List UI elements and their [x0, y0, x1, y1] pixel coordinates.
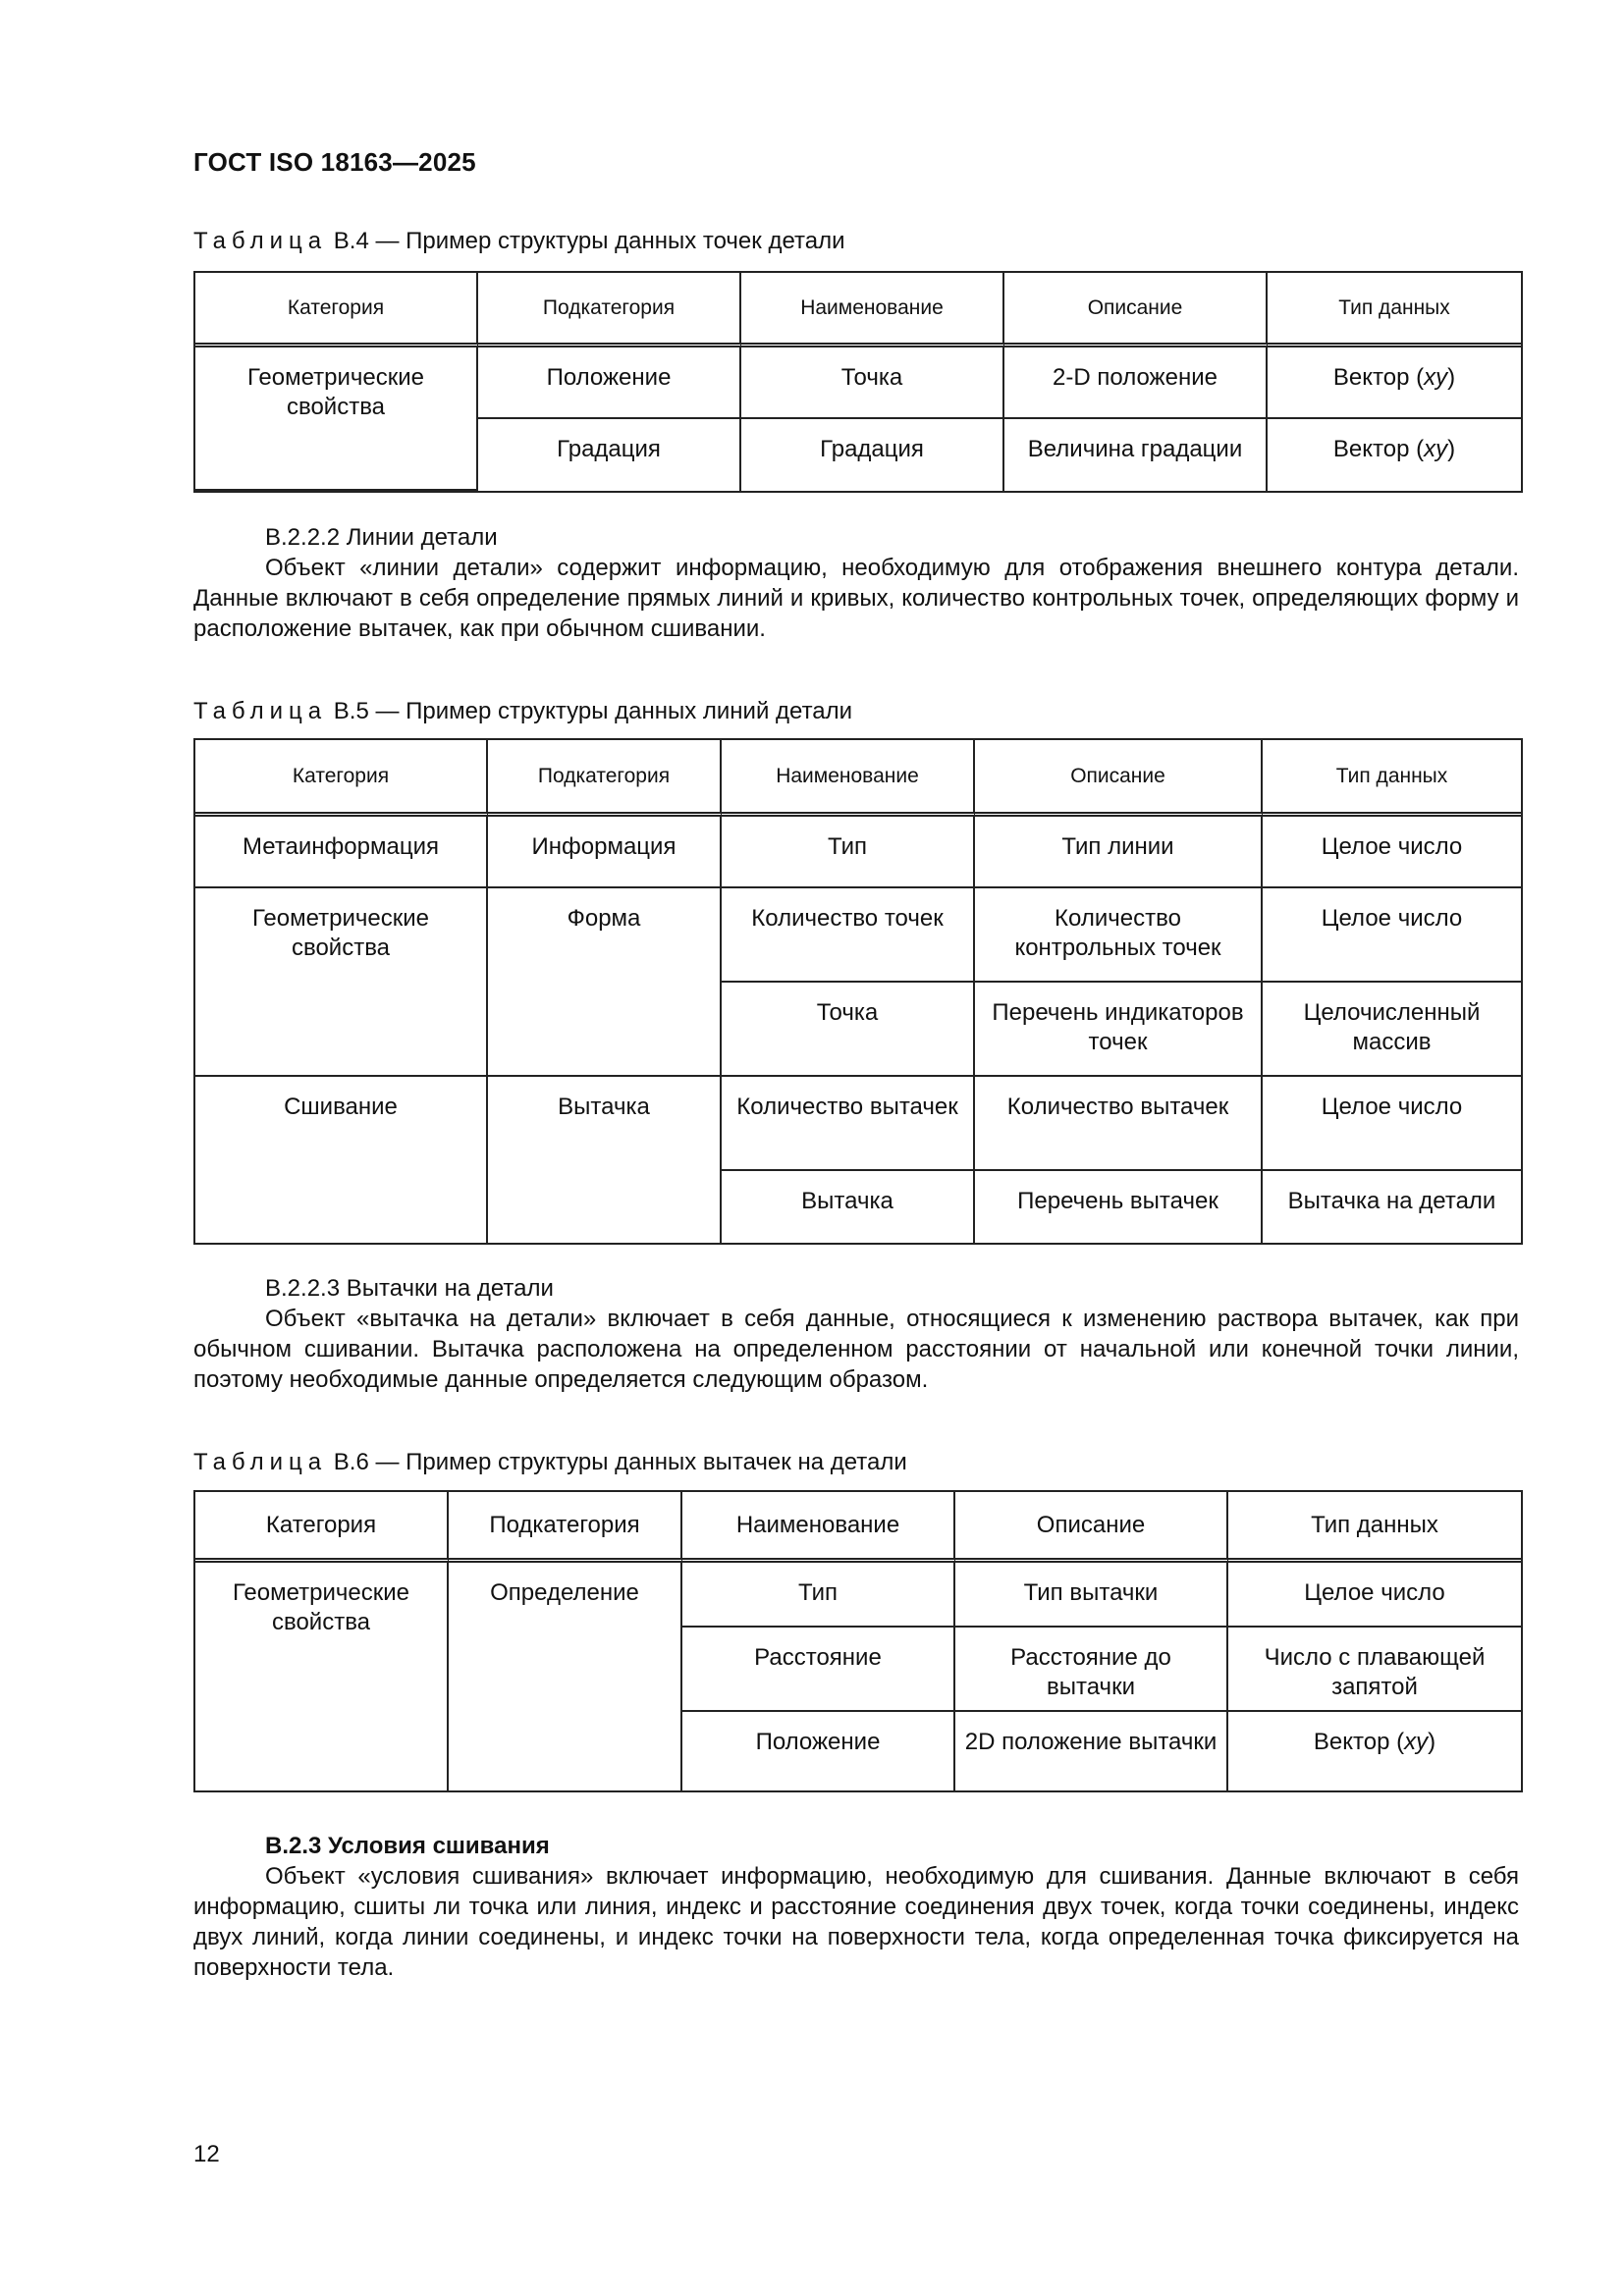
- cell-text: ): [1447, 436, 1456, 462]
- column-header: Тип данных: [1263, 740, 1521, 817]
- table-cell: Вытачка: [488, 1077, 722, 1243]
- column-header: Подкатегория: [478, 273, 741, 347]
- table-b5: [193, 738, 1523, 1245]
- table-cell: Положение: [682, 1712, 955, 1790]
- section-b222-title: В.2.2.2 Линии детали: [265, 524, 498, 551]
- table-b4: [193, 271, 1523, 493]
- section-b223-text: Объект «вытачка на детали» включает в себя данные, относящиеся к изменению раствора вытачек, как при обычном сшивании. Вытачка расположена на определенном расстоянии от начальной или конечной точки линии, поэтому необходимые данные определяется следующим образом.: [193, 1306, 1519, 1393]
- table-b6: [193, 1490, 1523, 1792]
- table-cell: Целое число: [1263, 888, 1521, 983]
- table-b6-caption: [193, 1449, 907, 1476]
- table-row: [195, 1077, 1521, 1171]
- table-cell: Целое число: [1228, 1563, 1521, 1628]
- table-cell: Количество вытачек: [722, 1077, 975, 1171]
- table-cell: Точка: [741, 347, 1004, 419]
- table-cell: Информация: [488, 817, 722, 888]
- column-header: Категория: [195, 740, 488, 817]
- table-cell: Целое число: [1263, 1077, 1521, 1171]
- cell-variable: xy: [1424, 436, 1448, 462]
- table-cell: Геометрические свойства: [195, 1563, 449, 1790]
- cell-text: Вектор (: [1332, 364, 1425, 391]
- table-cell: [1228, 1712, 1521, 1790]
- table-cell: Количество вытачек: [975, 1077, 1263, 1171]
- column-header: Наименование: [722, 740, 975, 817]
- column-header: Тип данных: [1228, 1492, 1521, 1563]
- table-b4-header-row: [195, 273, 1521, 347]
- table-cell: Целое число: [1263, 817, 1521, 888]
- table-cell: Тип вытачки: [955, 1563, 1228, 1628]
- section-b222-text: Объект «линии детали» содержит информацию, необходимую для отображения внешнего контура детали. Данные включают в себя определение прямых линий и кривых, количество контрольных точек, определяющих форму и расположение вытачек, как при обычном сшивании.: [193, 555, 1519, 642]
- table-cell: Расстояние: [682, 1628, 955, 1712]
- table-cell: Тип: [682, 1563, 955, 1628]
- table-row: [195, 888, 1521, 983]
- table-cell: Сшивание: [195, 1077, 488, 1243]
- table-cell: Форма: [488, 888, 722, 1077]
- table-b4-caption-text: В.4 — Пример структуры данных точек детали: [333, 228, 845, 254]
- table-b6-caption-word: Таблица: [193, 1449, 328, 1475]
- column-header: Описание: [1004, 273, 1268, 347]
- column-header: Подкатегория: [449, 1492, 682, 1563]
- table-cell: [1268, 347, 1521, 419]
- column-header: Описание: [955, 1492, 1228, 1563]
- table-cell: Геометрические свойства: [195, 888, 488, 1077]
- cell-text: Вектор (: [1313, 1729, 1405, 1755]
- table-cell: Метаинформация: [195, 817, 488, 888]
- section-b23-text: Объект «условия сшивания» включает информацию, необходимую для сшивания. Данные включают в себя информацию, сшиты ли точка или линия, индекс и расстояние соединения двух точек, когда точки соединены, индекс двух линий, когда линии соединены, и индекс точки на поверхности тела, когда определенная точка фиксируется на поверхности тела.: [193, 1863, 1519, 1981]
- section-b223: [193, 1273, 1519, 1395]
- document-header: ГОСТ ISO 18163—2025: [193, 147, 476, 177]
- column-header: Наименование: [682, 1492, 955, 1563]
- table-b4-caption: [193, 228, 844, 255]
- table-row: [195, 817, 1521, 888]
- cell-text: Вектор (: [1332, 436, 1425, 462]
- column-header: Подкатегория: [488, 740, 722, 817]
- table-b5-caption: [193, 698, 852, 725]
- table-cell: Геометрические свойства: [195, 347, 478, 491]
- table-cell: Перечень индикаторов точек: [975, 983, 1263, 1077]
- cell-text: ): [1428, 1729, 1436, 1755]
- table-cell: Вытачка: [722, 1171, 975, 1243]
- table-b5-header-row: [195, 740, 1521, 817]
- section-b23: [193, 1831, 1519, 1983]
- table-row: [195, 1563, 1521, 1628]
- table-cell: Тип линии: [975, 817, 1263, 888]
- section-b223-title: В.2.2.3 Вытачки на детали: [265, 1275, 554, 1302]
- table-cell: 2D положение вытачки: [955, 1712, 1228, 1790]
- table-cell: Вытачка на детали: [1287, 1188, 1496, 1214]
- table-cell: Величина градации: [1004, 419, 1268, 491]
- table-b5-caption-text: В.5 — Пример структуры данных линий детали: [333, 698, 853, 724]
- table-cell: 2-D положение: [1004, 347, 1268, 419]
- table-cell: Градация: [741, 419, 1004, 491]
- table-b6-header-row: [195, 1492, 1521, 1563]
- cell-variable: xy: [1424, 364, 1448, 391]
- table-b6-caption-text: В.6 — Пример структуры данных вытачек на детали: [333, 1449, 907, 1475]
- table-cell: Тип: [722, 817, 975, 888]
- cell-variable: xy: [1404, 1729, 1429, 1755]
- column-header: Описание: [975, 740, 1263, 817]
- cell-text: ): [1447, 364, 1456, 391]
- table-cell: Положение: [478, 347, 741, 419]
- table-cell: Расстояние до вытачки: [955, 1628, 1228, 1712]
- table-cell: Перечень вытачек: [975, 1171, 1263, 1243]
- table-cell: Градация: [478, 419, 741, 491]
- section-b222: [193, 522, 1519, 644]
- column-header: Категория: [195, 1492, 449, 1563]
- table-row: [195, 347, 1521, 419]
- section-b23-title: В.2.3 Условия сшивания: [265, 1833, 550, 1859]
- table-cell: Количество точек: [722, 888, 975, 983]
- table-b5-caption-word: Таблица: [193, 698, 328, 724]
- column-header: Наименование: [741, 273, 1004, 347]
- column-header: Тип данных: [1268, 273, 1521, 347]
- table-cell: Точка: [722, 983, 975, 1077]
- table-b4-caption-word: Таблица: [193, 228, 328, 254]
- table-cell: [1268, 419, 1521, 491]
- page-number: 12: [193, 2141, 220, 2167]
- column-header: Категория: [195, 273, 478, 347]
- table-cell: Число с плавающей запятой: [1228, 1628, 1521, 1712]
- table-cell: Количество контрольных точек: [975, 888, 1263, 983]
- table-cell: Определение: [449, 1563, 682, 1790]
- table-cell: Целочисленный массив: [1263, 983, 1521, 1077]
